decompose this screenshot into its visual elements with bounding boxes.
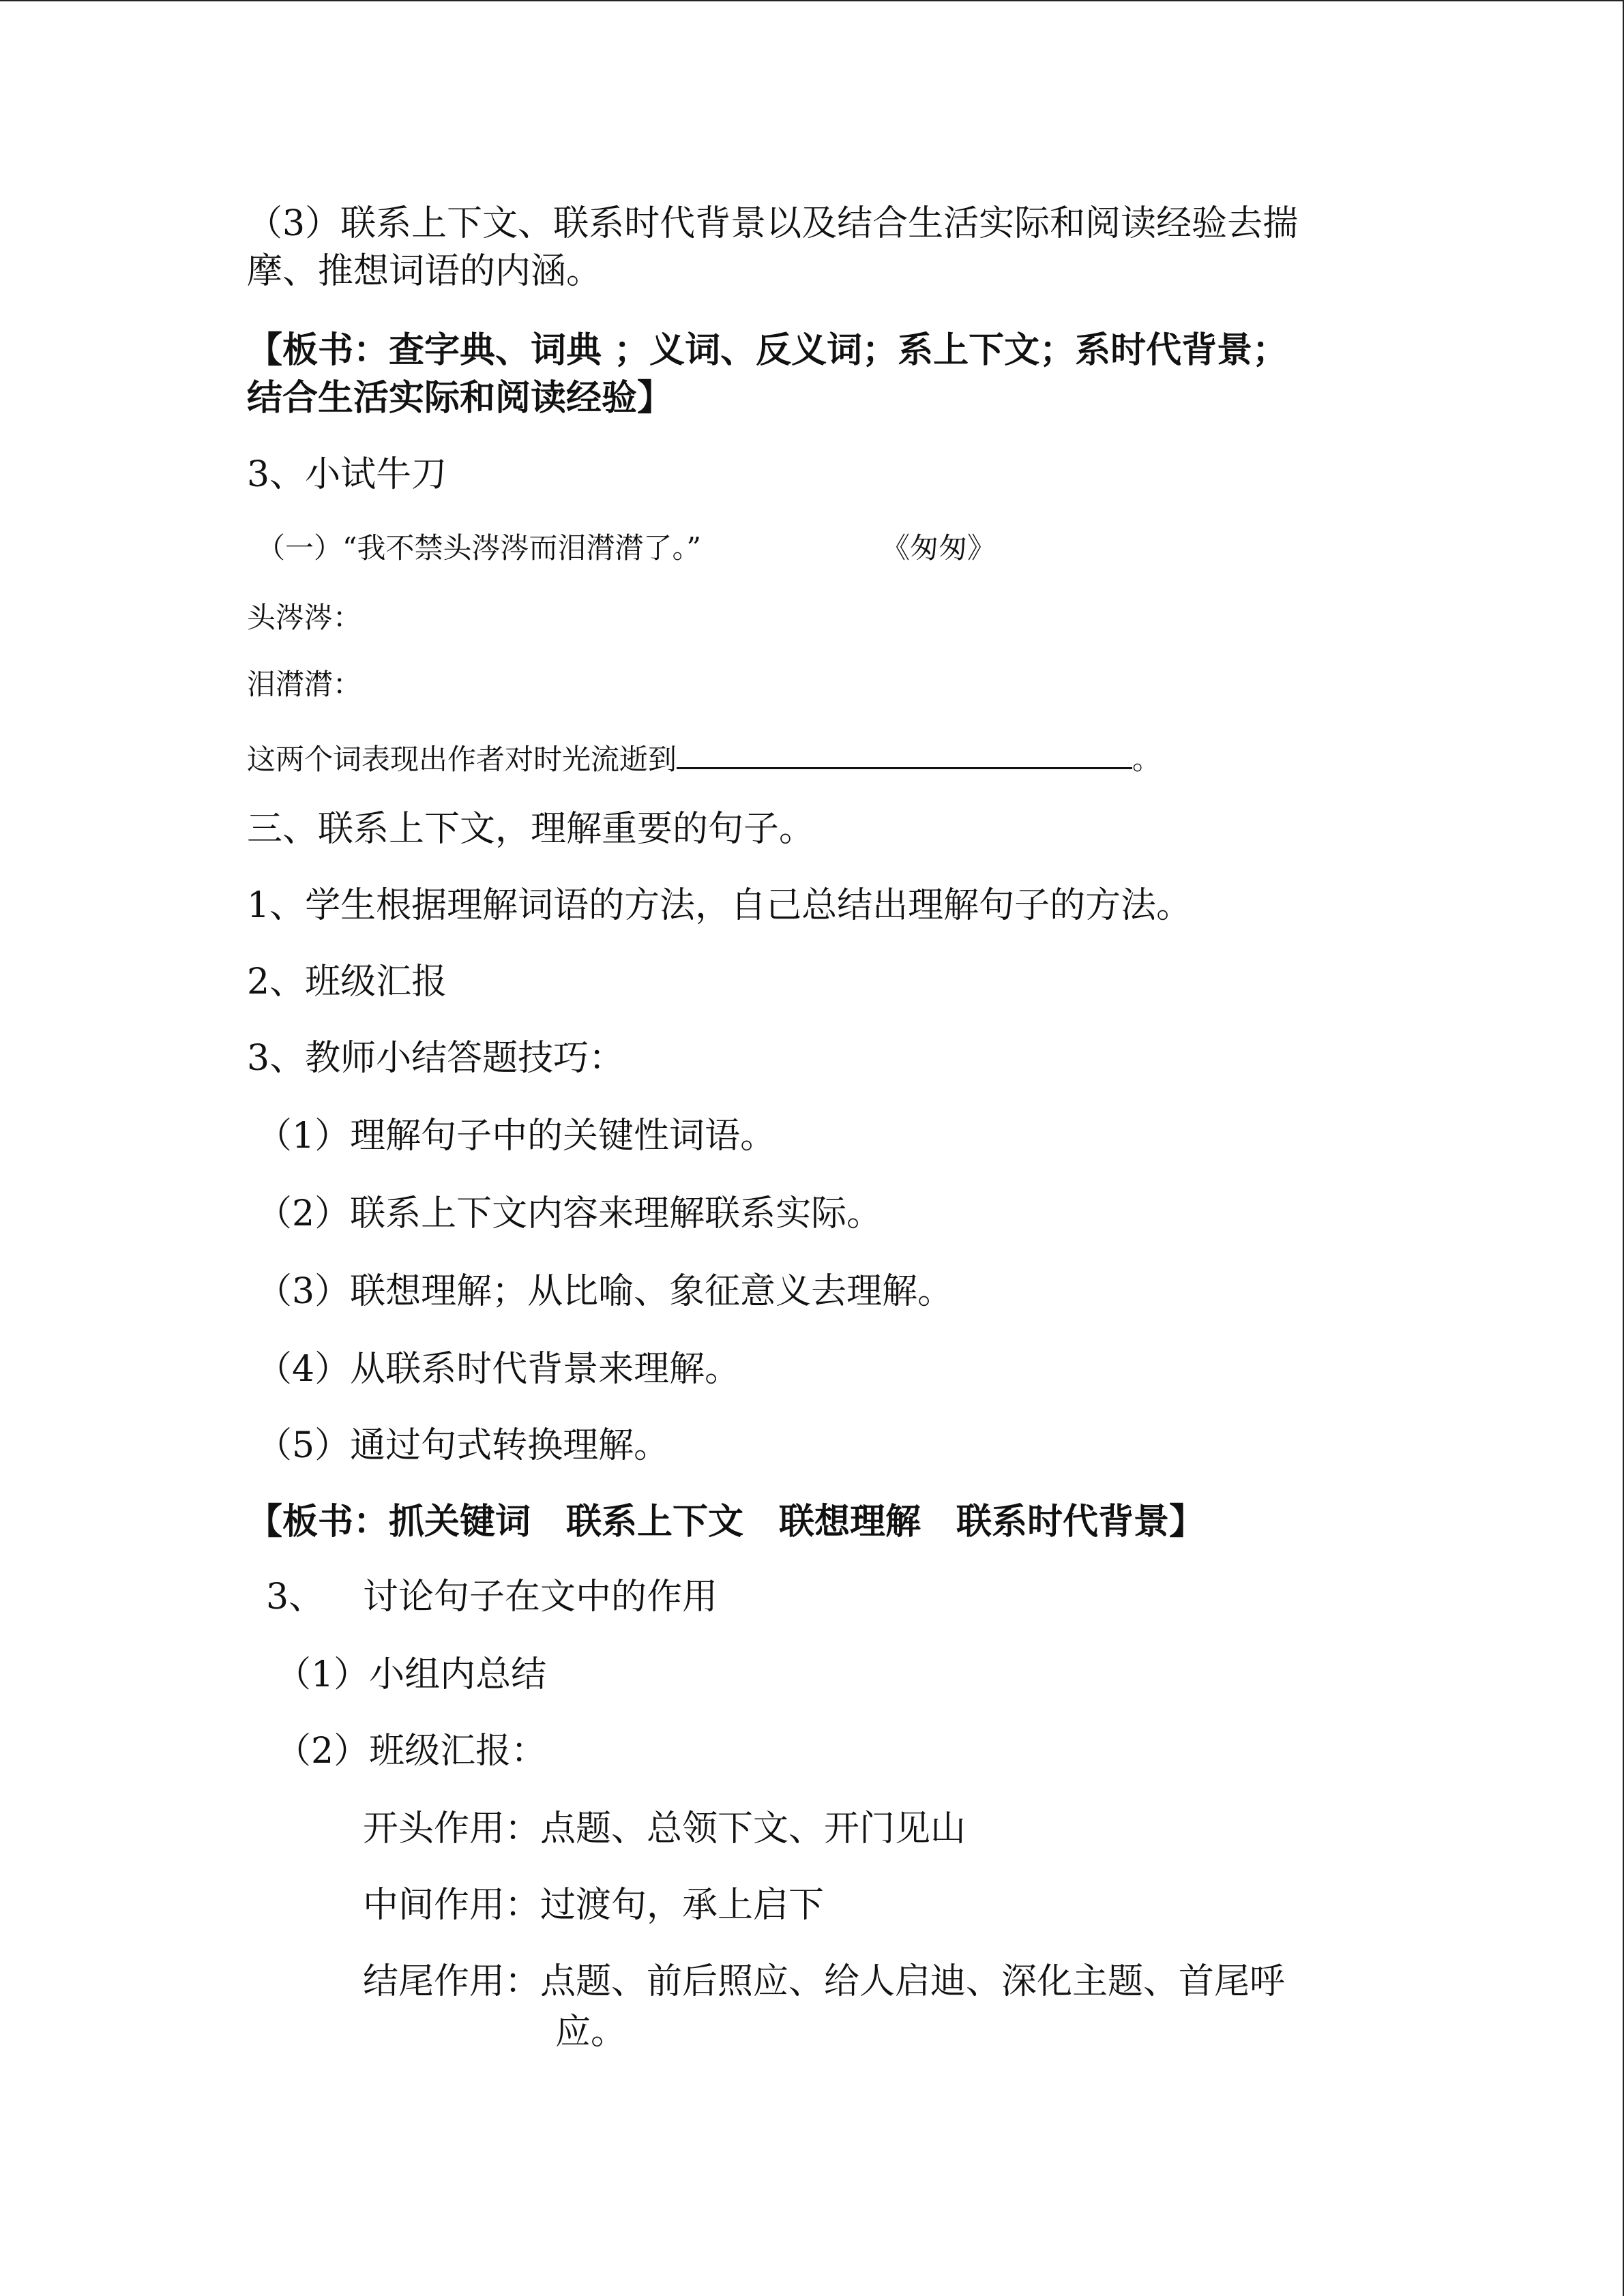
paragraph-line: 1、学生根据理解词语的方法，自己总结出理解句子的方法。 <box>247 885 1192 926</box>
board-note-line: 【板书：抓关键词 联系上下文 联想理解 联系时代背景】 <box>247 1502 1205 1542</box>
list-item: （2）联系上下文内容来理解联系实际。 <box>256 1193 883 1234</box>
exercise-item: 头涔涔： <box>247 601 362 634</box>
list-item: （3）联想理解；从比喻、象征意义去理解。 <box>256 1271 954 1312</box>
list-item: （1）理解句子中的关键性词语。 <box>256 1116 776 1157</box>
exercise-quote: （一）“我不禁头涔涔而泪潸潸了。” <box>256 531 701 565</box>
function-item: 开头作用：点题、总领下文、开门见山 <box>363 1808 966 1849</box>
section-heading: 讨论句子在文中的作用 <box>363 1577 718 1617</box>
board-note-line: 【板书：查字典、词典 ；义词、反义词；系上下文；系时代背景； <box>247 330 1288 371</box>
section-heading: 三、联系上下文，理解重要的句子。 <box>247 809 815 850</box>
exercise-source: 《匆匆》 <box>881 531 996 565</box>
function-item-continued: 应。 <box>555 2012 627 2053</box>
paragraph-line: 3、教师小结答题技巧： <box>247 1038 625 1079</box>
paragraph-line: （3）联系上下文、联系时代背景以及结合生活实际和阅读经验去揣 <box>247 203 1299 244</box>
list-item: （4）从联系时代背景来理解。 <box>256 1349 741 1390</box>
answer-blank <box>677 740 1132 769</box>
function-item: 结尾作用：点题、前后照应、给人启迪、深化主题、首尾呼 <box>363 1961 1286 2002</box>
board-note-line: 结合生活实际和阅读经验】 <box>247 378 673 419</box>
section-number: 3、 <box>266 1577 325 1617</box>
fill-in-end: 。 <box>1132 743 1162 776</box>
section-heading: 3、小试牛刀 <box>247 454 447 495</box>
list-item: （2）班级汇报： <box>276 1731 547 1772</box>
paragraph-line: 2、班级汇报 <box>247 961 447 1002</box>
fill-in-prompt: 这两个词表现出作者对时光流逝到 <box>247 743 677 776</box>
list-item: （1）小组内总结 <box>276 1654 547 1695</box>
fill-in-line <box>247 735 1161 784</box>
list-item: （5）通过句式转换理解。 <box>256 1425 670 1466</box>
function-item: 中间作用：过渡句，承上启下 <box>363 1885 825 1926</box>
exercise-item: 泪潸潸： <box>247 668 362 701</box>
paragraph-line: 摩、推想词语的内涵。 <box>247 251 602 292</box>
